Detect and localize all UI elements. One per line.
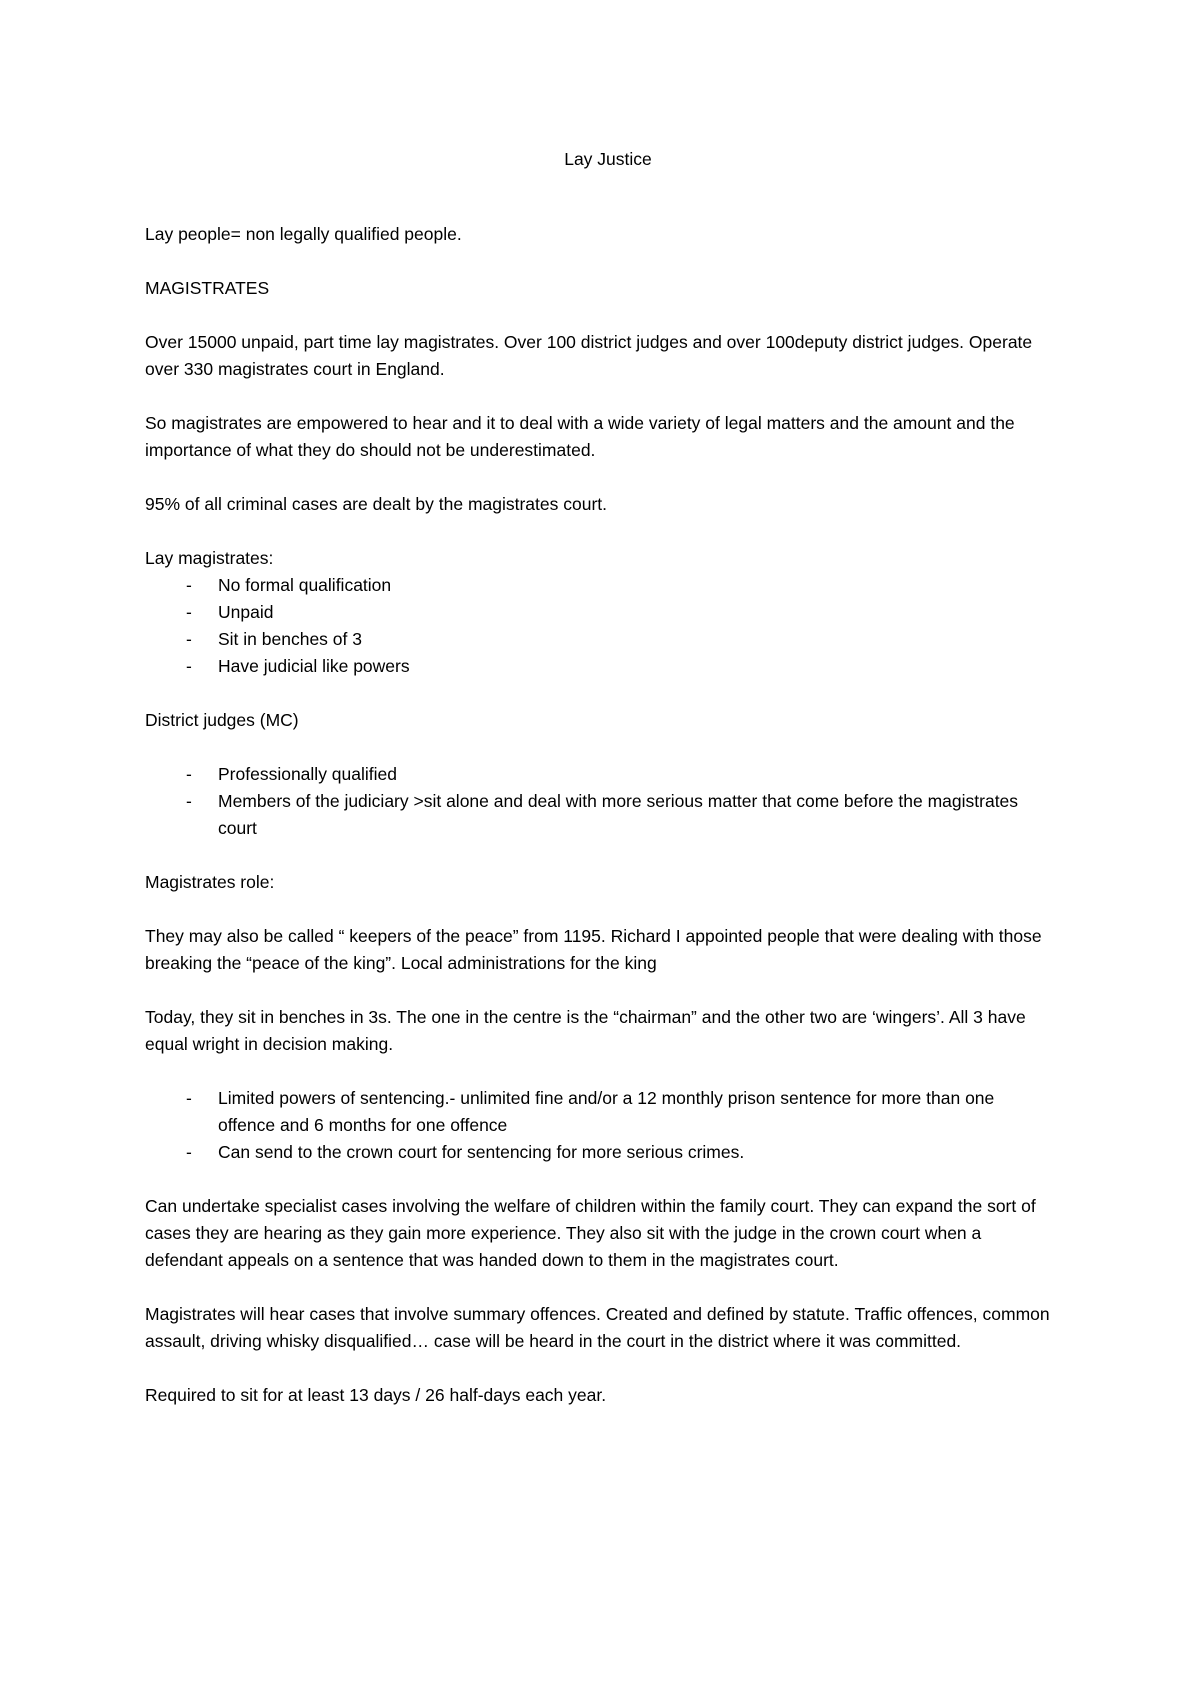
list-item: - Limited powers of sentencing.- unlimited fine and/or a 12 monthly prison sentence for more than one offence and 6 months for one offence: [145, 1085, 1055, 1139]
criminal-cases-paragraph: 95% of all criminal cases are dealt by the magistrates court.: [145, 494, 608, 514]
list-item: - No formal qualification: [145, 572, 1055, 599]
magistrates-numbers-paragraph: Over 15000 unpaid, part time lay magistrates. Over 100 district judges and over 100deputy district judges. Operate over 330 magistrates court in England.: [145, 332, 1033, 379]
lay-magistrates-heading: Lay magistrates:: [145, 548, 274, 568]
magistrates-role-heading: Magistrates role:: [145, 872, 275, 892]
sentencing-powers-list: [145, 1085, 1055, 1166]
empowered-paragraph: So magistrates are empowered to hear and it to deal with a wide variety of legal matters and the amount and the importance of what they do should not be underestimated.: [145, 413, 1015, 460]
list-item: - Sit in benches of 3: [145, 626, 1055, 653]
lay-people-definition: Lay people= non legally qualified people.: [145, 224, 462, 244]
district-judges-heading: District judges (MC): [145, 710, 299, 730]
list-item: - Professionally qualified: [145, 761, 1055, 788]
lay-magistrates-list: [145, 572, 1055, 680]
document-title: Lay Justice: [564, 149, 652, 169]
list-item: - Can send to the crown court for sentencing for more serious crimes.: [145, 1139, 1055, 1166]
list-item: - Unpaid: [145, 599, 1055, 626]
district-judges-list: [145, 761, 1055, 842]
list-item: - Have judicial like powers: [145, 653, 1055, 680]
benches-paragraph: Today, they sit in benches in 3s. The one in the centre is the “chairman” and the other two are ‘wingers’. All 3 have equal wright in decision making.: [145, 1007, 1026, 1054]
keepers-of-peace-paragraph: They may also be called “ keepers of the peace” from 1195. Richard I appointed people that were dealing with those breaking the “peace of the king”. Local administrations for the king: [145, 926, 1042, 973]
specialist-cases-paragraph: Can undertake specialist cases involving the welfare of children within the family court. They can expand the sort of cases they are hearing as they gain more experience. They also sit with the judge in the crown court when a defendant appeals on a sentence that was handed down to them in the magistrates court.: [145, 1196, 1036, 1270]
document-page: [145, 146, 1055, 1436]
summary-offences-paragraph: Magistrates will hear cases that involve summary offences. Created and defined by statute. Traffic offences, common assault, driving whisky disqualified… case will be heard in the court in the district where it was committed.: [145, 1304, 1050, 1351]
sitting-requirement-paragraph: Required to sit for at least 13 days / 26 half-days each year.: [145, 1385, 607, 1405]
list-item: - Members of the judiciary >sit alone and deal with more serious matter that come before the magistrates court: [145, 788, 1055, 842]
magistrates-heading: MAGISTRATES: [145, 278, 270, 298]
